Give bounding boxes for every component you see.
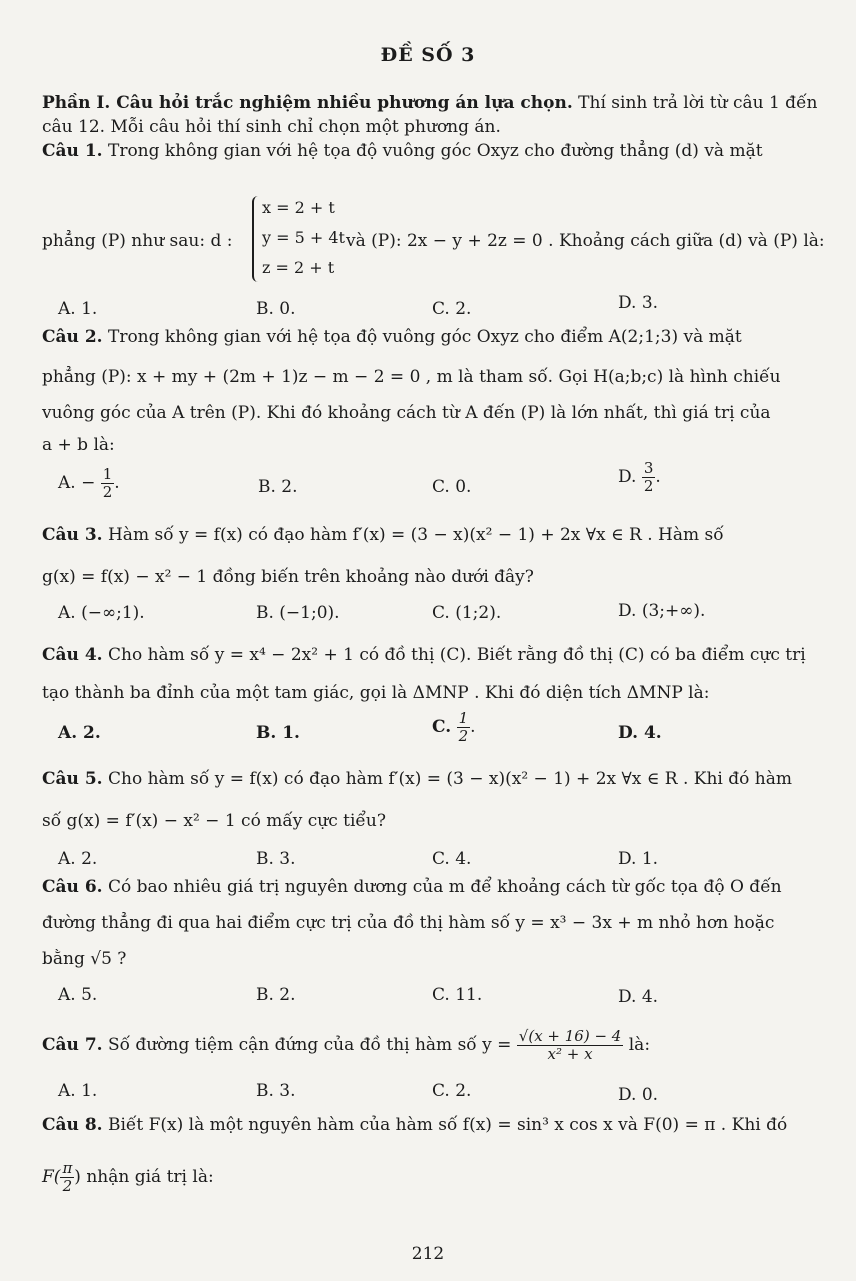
question-6-text: Có bao nhiêu giá trị nguyên dương của m để khoảng cách từ gốc tọa độ O đến [102,877,782,897]
q2-option-b: B. 2. [258,477,298,497]
page-number: 212 [411,1244,445,1264]
q6-option-d: D. 4. [618,987,659,1007]
part1-rest: Thí sinh trả lời từ câu 1 đến [572,93,818,113]
question-7-frac-num: √(x + 16) − 4 [518,1027,622,1045]
question-1-line2-pre: phẳng (P) như sau: d : [42,231,233,251]
question-8-frac-den: 2 [62,1177,73,1195]
q4-option-c-fraction [457,710,471,745]
q1-option-a: A. 1. [58,299,98,319]
q6-option-a: A. 5. [58,985,98,1005]
question-6 [42,876,826,898]
q4-option-b: B. 1. [256,723,300,743]
q2-option-d: D. $\frac{3}{2}$ . [618,459,661,495]
q5-option-b: B. 3. [256,849,296,869]
question-7-label: Câu 7. [42,1035,103,1055]
question-6-label: Câu 6. [42,877,103,897]
question-4-line2: tạo thành ba đỉnh của một tam giác, gọi là ΔMNP . Khi đó diện tích ΔMNP là: [42,683,710,703]
question-8-line2 [42,1160,826,1195]
q4-option-c-num: 1 [458,709,469,727]
question-5 [42,768,826,790]
q2-option-a-pre: A. − [58,473,96,493]
q3-option-d: D. (3;+∞). [618,601,706,621]
question-7-fraction [517,1028,624,1063]
question-8-post: ) nhận giá trị là: [74,1167,214,1187]
q3-option-c: C. (1;2). [432,603,502,623]
q2-option-a-den: 2 [102,483,113,501]
q3-option-b: B. (−1;0). [256,603,340,623]
question-1 [42,140,826,162]
system-brace [252,196,262,282]
question-7 [42,1028,826,1063]
page-title: ĐỀ SỐ 3 [380,44,476,66]
question-6-line3: bằng √5 ? [42,949,127,969]
q2-option-a-fraction [101,466,115,501]
q7-option-c: C. 2. [432,1081,472,1101]
part1-bold: Phần I. Câu hỏi trắc nghiệm nhiều phương án lựa chọn. [42,93,573,113]
part1-line2: câu 12. Mỗi câu hỏi thí sinh chỉ chọn một phương án. [42,117,501,137]
q1-option-c: C. 2. [432,299,472,319]
question-6-line2: đường thẳng đi qua hai điểm cực trị của đồ thị hàm số y = x³ − 3x + m nhỏ hơn hoặc [42,913,775,933]
q2-option-d-num: 3 [643,459,654,477]
question-8-text: Biết F(x) là một nguyên hàm của hàm số f(x) = sin³ x cos x và F(0) = π . Khi đó [102,1115,788,1135]
q5-option-a: A. 2. [58,849,98,869]
question-2 [42,326,826,348]
question-8-frac-num: π [62,1159,73,1177]
q2-option-d-pre: D. [618,467,637,487]
question-2-label: Câu 2. [42,327,103,347]
q4-option-a: A. 2. [58,723,101,743]
q6-option-c: C. 11. [432,985,483,1005]
question-1-text: Trong không gian với hệ tọa độ vuông góc Oxyz cho đường thẳng (d) và mặt [102,141,763,161]
q2-option-d-den: 2 [643,477,654,495]
question-8-f: F( [42,1167,61,1187]
system-eq-1: x = 2 + t [262,198,335,217]
q7-option-a: A. 1. [58,1081,98,1101]
question-5-text: Cho hàm số y = f(x) có đạo hàm f′(x) = (3 − x)(x² − 1) + 2x ∀x ∈ R . Khi đó hàm [102,769,792,789]
question-2-line2: phẳng (P): x + my + (2m + 1)z − m − 2 = 0 , m là tham số. Gọi H(a;b;c) là hình chiếu [42,367,781,387]
question-4-label: Câu 4. [42,645,103,665]
q4-option-c: C. $\frac{1}{2}$ . [432,709,476,745]
system-eq-2: y = 5 + 4t [262,228,345,247]
question-3 [42,524,826,546]
question-2-line3: vuông góc của A trên (P). Khi đó khoảng cách từ A đến (P) là lớn nhất, thì giá trị của [42,403,771,423]
q1-option-b: B. 0. [256,299,296,319]
question-2-text: Trong không gian với hệ tọa độ vuông góc Oxyz cho điểm A(2;1;3) và mặt [102,327,742,347]
q4-option-c-den: 2 [458,727,469,745]
system-eq-3: z = 2 + t [262,258,335,277]
question-7-post: là: [623,1035,651,1055]
q4-option-c-pre: C. [432,717,452,737]
question-5-label: Câu 5. [42,769,103,789]
question-3-label: Câu 3. [42,525,103,545]
question-1-line2-post: và (P): 2x − y + 2z = 0 . Khoảng cách giữa (d) và (P) là: [346,231,825,251]
question-7-frac-den: x² + x [547,1045,593,1063]
question-4-text: Cho hàm số y = x⁴ − 2x² + 1 có đồ thị (C). Biết rằng đồ thị (C) có ba điểm cực trị [102,645,806,665]
question-8-label: Câu 8. [42,1115,103,1135]
question-3-text: Hàm số y = f(x) có đạo hàm f′(x) = (3 − x)(x² − 1) + 2x ∀x ∈ R . Hàm số [102,525,724,545]
q2-option-c: C. 0. [432,477,472,497]
question-5-line2: số g(x) = f′(x) − x² − 1 có mấy cực tiểu? [42,811,386,831]
q3-option-a: A. (−∞;1). [58,603,145,623]
q1-option-d: D. 3. [618,293,659,313]
q6-option-b: B. 2. [256,985,296,1005]
part1-heading [42,92,826,114]
q5-option-d: D. 1. [618,849,659,869]
q2-option-a: A. − $\frac{1}{2}$ . [58,465,120,501]
q5-option-c: C. 4. [432,849,472,869]
q4-option-d: D. 4. [618,723,662,743]
q2-option-d-fraction [642,460,656,495]
question-8-fraction [60,1160,74,1195]
question-2-line4: a + b là: [42,435,115,455]
q7-option-b: B. 3. [256,1081,296,1101]
q2-option-a-num: 1 [102,465,113,483]
question-8 [42,1114,826,1136]
question-1-label: Câu 1. [42,141,103,161]
question-3-line2: g(x) = f(x) − x² − 1 đồng biến trên khoảng nào dưới đây? [42,567,534,587]
q7-option-d: D. 0. [618,1085,659,1105]
question-7-text: Số đường tiệm cận đứng của đồ thị hàm số y = [102,1035,512,1055]
question-4 [42,644,826,666]
